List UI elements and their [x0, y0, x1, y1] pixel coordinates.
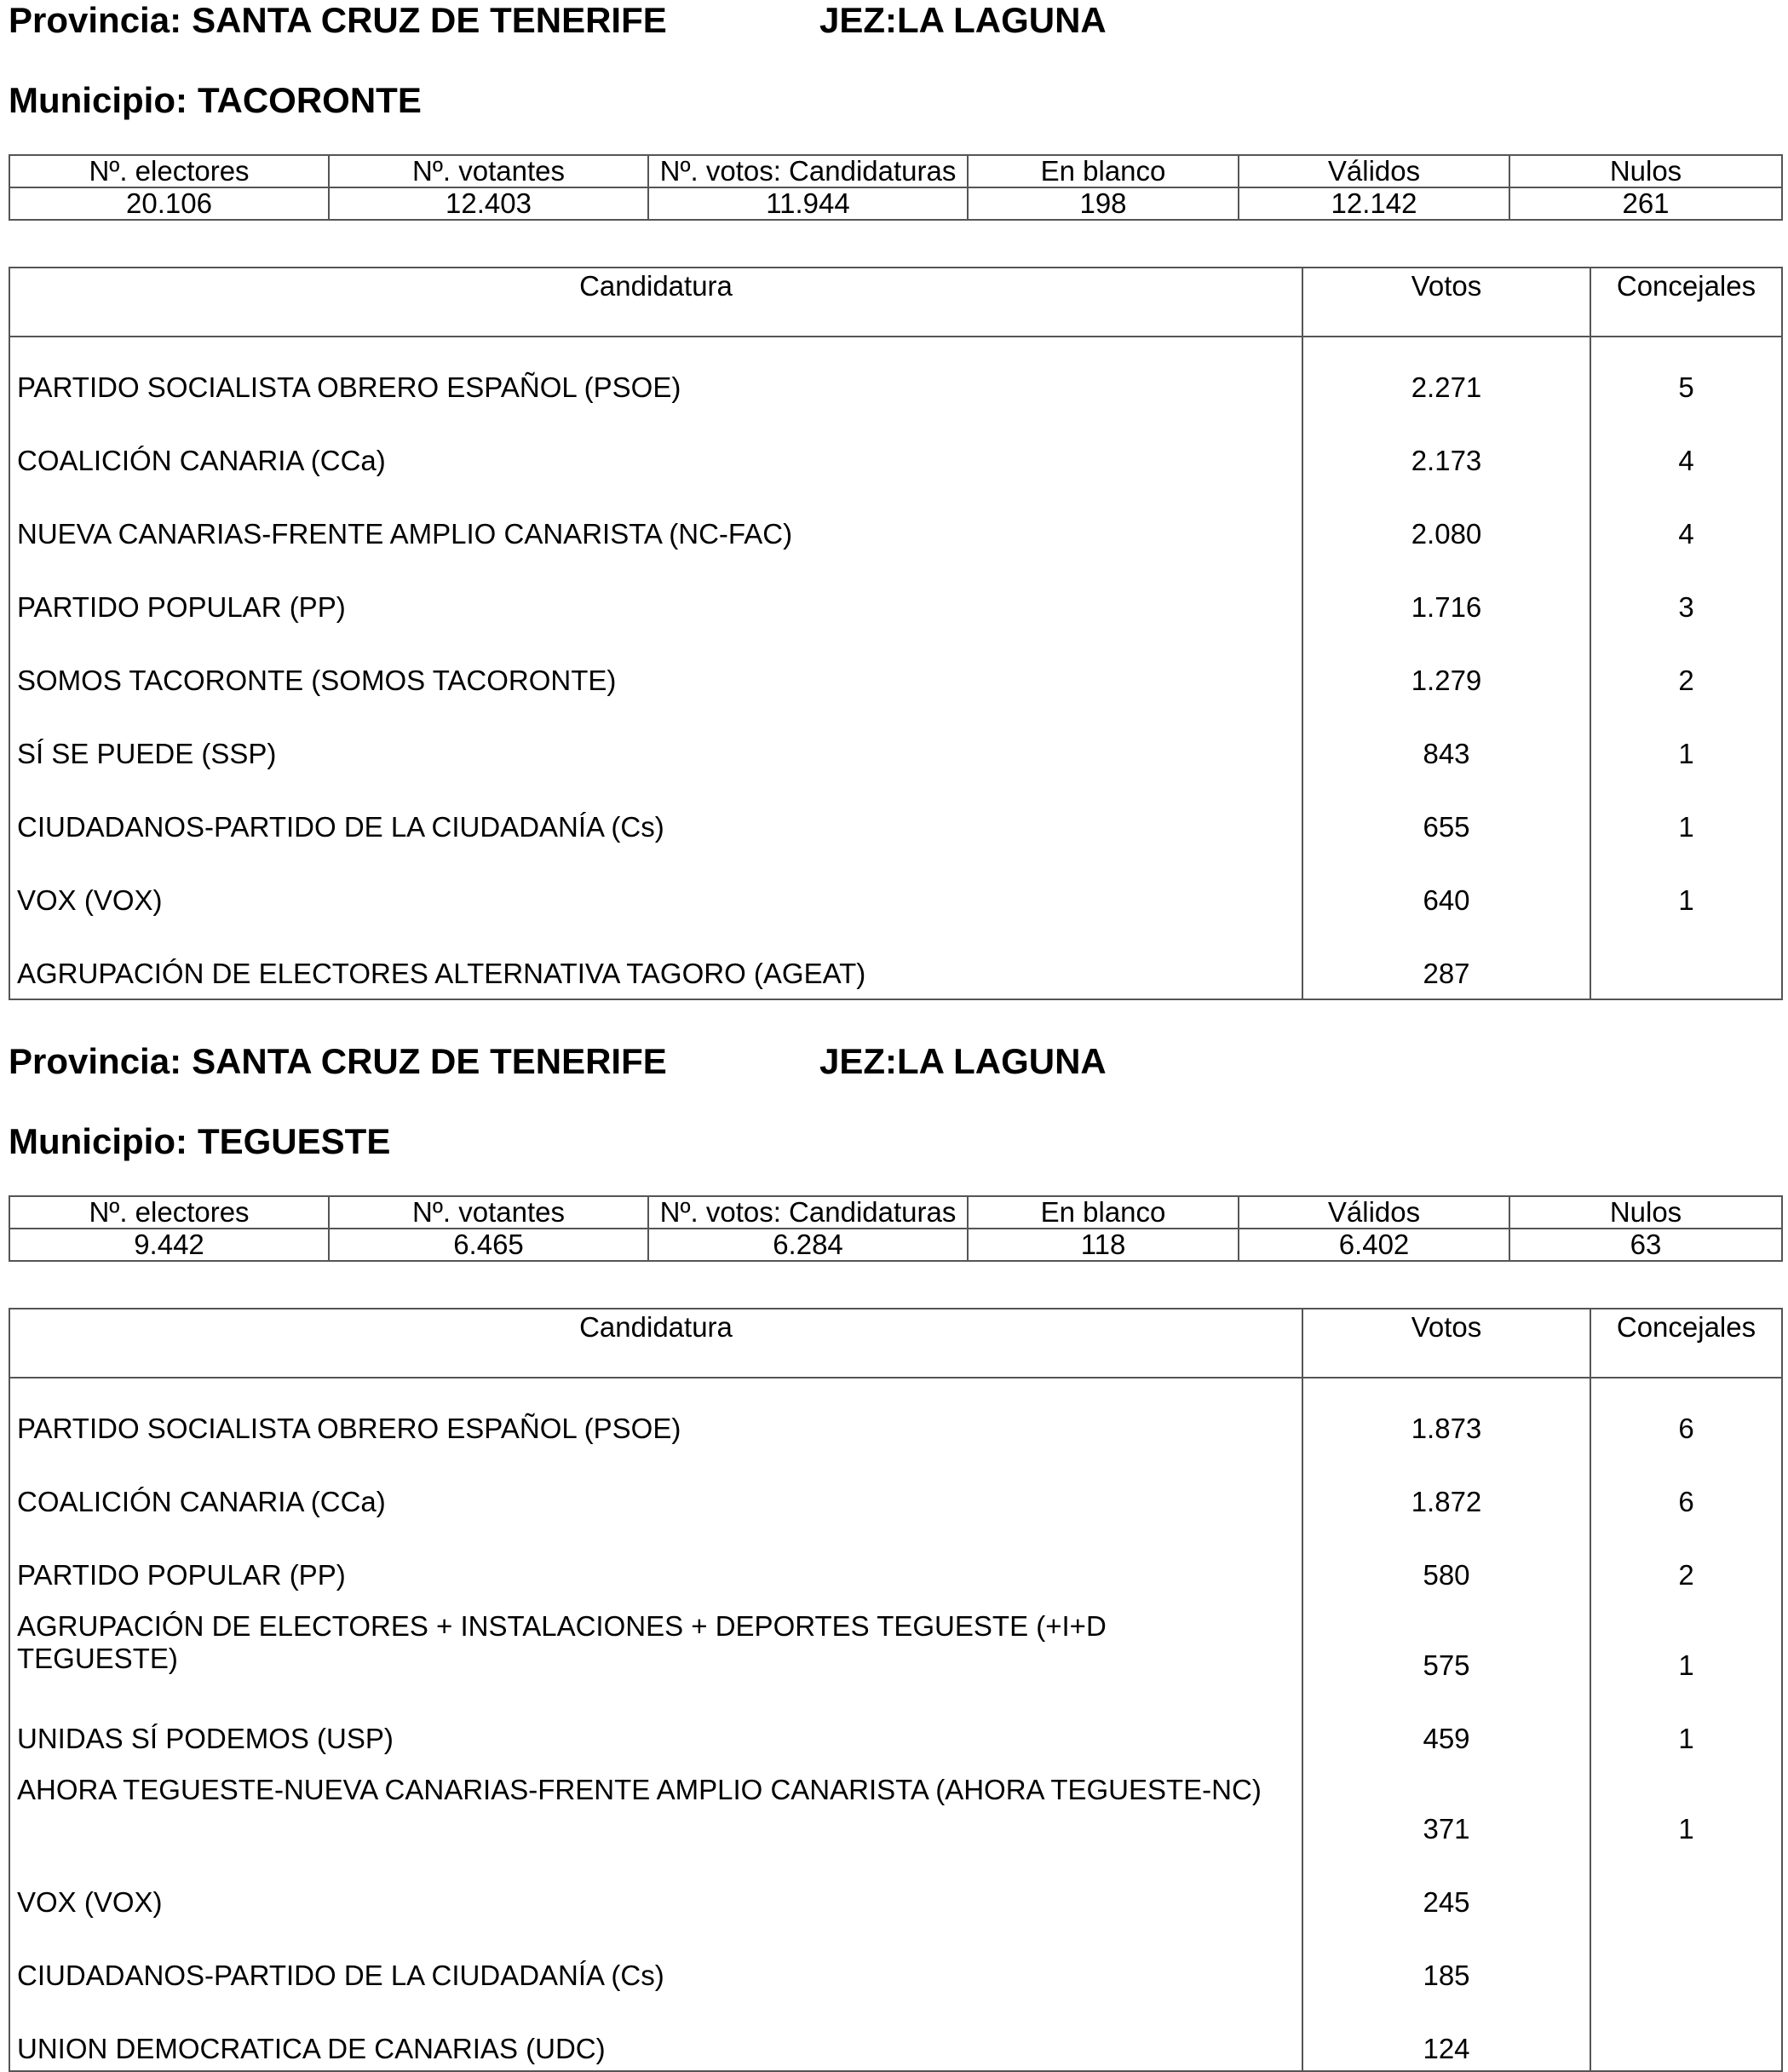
table-row: [9, 709, 1782, 782]
table-row: [9, 337, 1782, 416]
candidatura-concejales: 6: [1678, 1486, 1694, 1517]
candidatura-votes: 655: [1302, 782, 1590, 855]
table-row: [9, 562, 1782, 636]
municipio-heading: [9, 1121, 390, 1162]
table-row: [9, 416, 1782, 489]
candidatura-concejales: 3: [1678, 591, 1694, 623]
candidatura-name: COALICIÓN CANARIA (CCa): [9, 416, 1302, 489]
table-row: [9, 1378, 1782, 1457]
candidatura-votes: 124: [1302, 2004, 1590, 2071]
candidatura-header: Candidatura: [9, 1309, 1302, 1378]
candidatura-votes: 580: [1302, 1530, 1590, 1603]
stats-header: Nº. electores: [9, 1196, 329, 1229]
table-row: [9, 2004, 1782, 2071]
concejales-header: Concejales: [1590, 1309, 1782, 1378]
stats-header: Válidos: [1239, 155, 1509, 187]
candidatura-name: VOX (VOX): [9, 855, 1302, 929]
candidatura-concejales: [1590, 1931, 1782, 2004]
table-row: [9, 855, 1782, 929]
stats-value: 12.142: [1239, 187, 1509, 220]
stats-header: Nº. votantes: [329, 155, 648, 187]
candidatura-name: PARTIDO POPULAR (PP): [9, 1530, 1302, 1603]
candidatura-votes: 287: [1302, 929, 1590, 999]
stats-header: Nº. electores: [9, 155, 329, 187]
jez-heading: [819, 1041, 1107, 1082]
stats-value-row: [9, 187, 1782, 220]
stats-header: En blanco: [968, 155, 1239, 187]
stats-value: 198: [968, 187, 1239, 220]
stats-value: 9.442: [9, 1229, 329, 1261]
candidatura-concejales: [1590, 929, 1782, 999]
municipio-value: TEGUESTE: [197, 1121, 391, 1161]
table-row: [9, 782, 1782, 855]
candidatura-header: Candidatura: [9, 268, 1302, 337]
table-row: [9, 636, 1782, 709]
candidatura-votes: 843: [1302, 709, 1590, 782]
candidatura-name: AHORA TEGUESTE-NUEVA CANARIAS-FRENTE AMPLIO CANARISTA (AHORA TEGUESTE-NC): [9, 1767, 1302, 1857]
candidatura-concejales: 4: [1678, 518, 1694, 550]
stats-value: 63: [1509, 1229, 1782, 1261]
stats-header: Nº. votos: Candidaturas: [648, 155, 968, 187]
section-tacoronte: [9, 0, 1781, 997]
provincia-heading: [9, 0, 667, 41]
votos-header: Votos: [1302, 1309, 1590, 1378]
section-tegueste: [9, 1041, 1781, 2064]
stats-header: En blanco: [968, 1196, 1239, 1229]
candidatura-name: SOMOS TACORONTE (SOMOS TACORONTE): [9, 636, 1302, 709]
candidatura-concejales: 1: [1678, 1813, 1694, 1845]
candidatura-votes: 1.873: [1302, 1378, 1590, 1457]
stats-header: Nº. votantes: [329, 1196, 648, 1229]
table-row: [9, 1603, 1782, 1694]
candidatura-name: CIUDADANOS-PARTIDO DE LA CIUDADANÍA (Cs): [9, 1931, 1302, 2004]
stats-header-row: [9, 1196, 1782, 1229]
stats-table: [9, 154, 1783, 221]
candidatura-votes: 371: [1302, 1767, 1590, 1857]
candidatura-votes: 1.279: [1302, 636, 1590, 709]
candidatura-name: SÍ SE PUEDE (SSP): [9, 709, 1302, 782]
votos-header: Votos: [1302, 268, 1590, 337]
candidatura-name: NUEVA CANARIAS-FRENTE AMPLIO CANARISTA (NC-FAC): [9, 489, 1302, 562]
candidatura-votes: 2.271: [1302, 337, 1590, 416]
candidatura-name: PARTIDO SOCIALISTA OBRERO ESPAÑOL (PSOE): [9, 1378, 1302, 1457]
candidatura-name: PARTIDO SOCIALISTA OBRERO ESPAÑOL (PSOE): [9, 337, 1302, 416]
candidatura-concejales: 1: [1678, 811, 1694, 843]
municipio-label: Municipio:: [9, 80, 187, 120]
candidatura-concejales: 2: [1678, 665, 1694, 696]
stats-header-row: [9, 155, 1782, 187]
stats-value: 118: [968, 1229, 1239, 1261]
candidatura-concejales: 1: [1678, 884, 1694, 916]
stats-value: 12.403: [329, 187, 648, 220]
stats-header: Válidos: [1239, 1196, 1509, 1229]
municipio-value: TACORONTE: [197, 80, 422, 120]
table-row: [9, 489, 1782, 562]
candidatura-votes: 185: [1302, 1931, 1590, 2004]
stats-value: 6.402: [1239, 1229, 1509, 1261]
table-row: [9, 1457, 1782, 1530]
candidatura-concejales: 1: [1678, 1723, 1694, 1754]
stats-value: 6.284: [648, 1229, 968, 1261]
stats-header: Nº. votos: Candidaturas: [648, 1196, 968, 1229]
stats-value: 11.944: [648, 187, 968, 220]
stats-value: 20.106: [9, 187, 329, 220]
jez-heading: [819, 0, 1107, 41]
jez-value: LA LAGUNA: [897, 0, 1107, 40]
candidaturas-table: [9, 1308, 1783, 2072]
concejales-header: Concejales: [1590, 268, 1782, 337]
candidatura-votes: 459: [1302, 1694, 1590, 1767]
provincia-label: Provincia:: [9, 0, 182, 40]
candidatura-concejales: 1: [1678, 738, 1694, 769]
table-row: [9, 1530, 1782, 1603]
stats-value: 6.465: [329, 1229, 648, 1261]
candidatura-concejales: 5: [1678, 371, 1694, 403]
candidatura-concejales: 2: [1678, 1559, 1694, 1591]
candidatura-votes: 1.872: [1302, 1457, 1590, 1530]
candidatura-name: AGRUPACIÓN DE ELECTORES + INSTALACIONES + DEPORTES TEGUESTE (+I+D TEGUESTE): [9, 1603, 1302, 1694]
municipio-heading: [9, 80, 422, 121]
jez-label: JEZ:: [819, 1041, 898, 1081]
candidatura-concejales: [1590, 2004, 1782, 2071]
jez-label: JEZ:: [819, 0, 898, 40]
candidaturas-header-row: [9, 1309, 1782, 1378]
table-row: [9, 1857, 1782, 1931]
candidatura-name: AGRUPACIÓN DE ELECTORES ALTERNATIVA TAGORO (AGEAT): [9, 929, 1302, 999]
stats-value-row: [9, 1229, 1782, 1261]
candidatura-name: UNION DEMOCRATICA DE CANARIAS (UDC): [9, 2004, 1302, 2071]
candidatura-votes: 1.716: [1302, 562, 1590, 636]
provincia-value: SANTA CRUZ DE TENERIFE: [192, 0, 667, 40]
candidatura-concejales: [1590, 1857, 1782, 1931]
table-row: [9, 929, 1782, 999]
candidatura-name: CIUDADANOS-PARTIDO DE LA CIUDADANÍA (Cs): [9, 782, 1302, 855]
candidatura-concejales: 4: [1678, 445, 1694, 476]
candidatura-votes: 2.080: [1302, 489, 1590, 562]
table-row: [9, 1767, 1782, 1857]
candidatura-concejales: 6: [1678, 1413, 1694, 1444]
candidatura-name: PARTIDO POPULAR (PP): [9, 562, 1302, 636]
candidaturas-table: [9, 267, 1783, 1000]
candidatura-votes: 575: [1302, 1603, 1590, 1694]
stats-header: Nulos: [1509, 1196, 1782, 1229]
provincia-value: SANTA CRUZ DE TENERIFE: [192, 1041, 667, 1081]
candidatura-votes: 2.173: [1302, 416, 1590, 489]
municipio-label: Municipio:: [9, 1121, 187, 1161]
candidatura-votes: 640: [1302, 855, 1590, 929]
stats-header: Nulos: [1509, 155, 1782, 187]
provincia-heading: [9, 1041, 667, 1082]
candidatura-name: UNIDAS SÍ PODEMOS (USP): [9, 1694, 1302, 1767]
jez-value: LA LAGUNA: [897, 1041, 1107, 1081]
candidatura-votes: 245: [1302, 1857, 1590, 1931]
candidatura-name: COALICIÓN CANARIA (CCa): [9, 1457, 1302, 1530]
candidaturas-header-row: [9, 268, 1782, 337]
table-row: [9, 1931, 1782, 2004]
stats-table: [9, 1195, 1783, 1262]
candidatura-name: VOX (VOX): [9, 1857, 1302, 1931]
stats-value: 261: [1509, 187, 1782, 220]
table-row: [9, 1694, 1782, 1767]
candidatura-concejales: 1: [1678, 1649, 1694, 1681]
provincia-label: Provincia:: [9, 1041, 182, 1081]
